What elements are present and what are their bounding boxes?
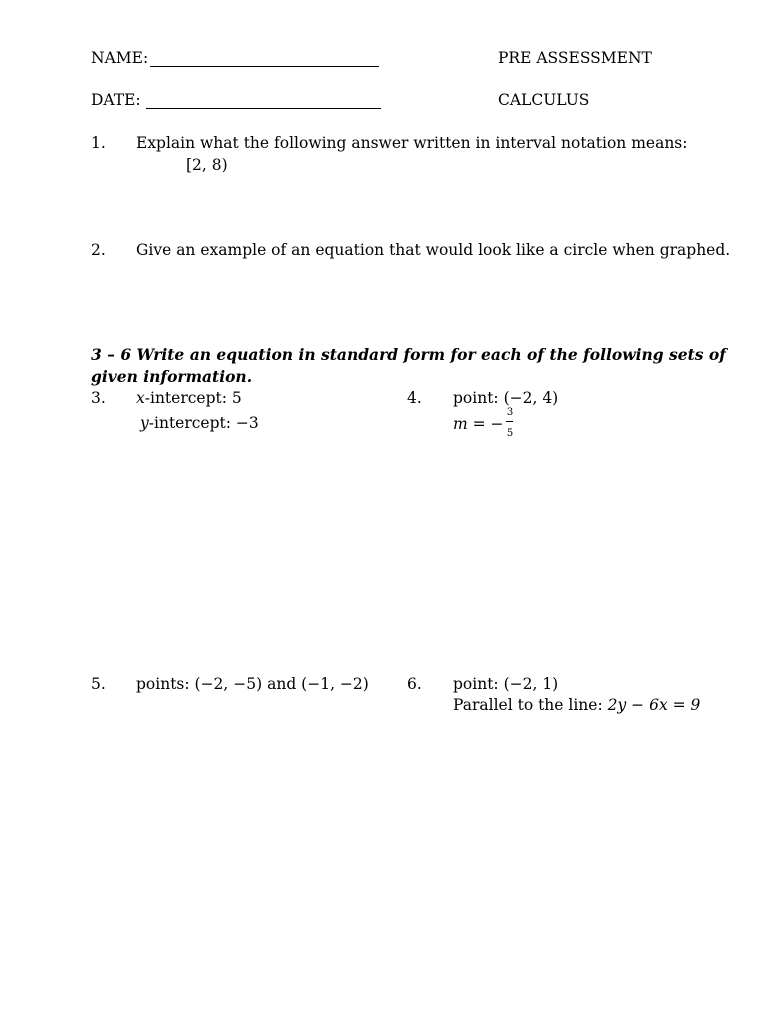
q3-number: 3.: [91, 389, 106, 407]
date-blank-line[interactable]: [146, 108, 381, 109]
q3-y-text: -intercept: −3: [148, 414, 259, 432]
q1-number: 1.: [91, 134, 106, 152]
section-heading-line2: given information.: [91, 367, 253, 386]
assessment-title: PRE ASSESSMENT: [498, 49, 652, 67]
q6-number: 6.: [407, 675, 422, 693]
name-blank-line[interactable]: [150, 66, 379, 67]
subject-title: CALCULUS: [498, 91, 590, 109]
q4-number: 4.: [407, 389, 422, 407]
q3-x-text: -intercept: 5: [144, 389, 242, 407]
q3-x-intercept: [136, 388, 242, 408]
section-heading-line1: 3 – 6 Write an equation in standard form for each of the following sets of: [91, 345, 726, 364]
name-label: NAME:: [91, 49, 149, 67]
q4-point: point: (−2, 4): [453, 389, 559, 407]
q3-x-var: x: [136, 389, 145, 407]
q3-y-intercept: [140, 413, 259, 433]
q3-y-var: y: [140, 414, 149, 432]
q6-point: point: (−2, 1): [453, 675, 559, 693]
q4-slope: m = −: [453, 415, 504, 433]
date-label: DATE:: [91, 91, 141, 109]
q2-text: Give an example of an equation that would look like a circle when graphed.: [136, 241, 731, 259]
q1-interval: [2, 8): [186, 156, 228, 174]
q6-parallel: [453, 695, 700, 715]
q1-text: Explain what the following answer written in interval notation means:: [136, 134, 688, 152]
q2-number: 2.: [91, 241, 106, 259]
q5-text: points: (−2, −5) and (−1, −2): [136, 675, 369, 693]
q5-number: 5.: [91, 675, 106, 693]
q6-parallel-label: Parallel to the line:: [453, 696, 608, 714]
q4-frac-bar: [506, 421, 513, 422]
q6-equation: 2y − 6x = 9: [607, 696, 701, 714]
q4-frac-numerator: 3: [506, 407, 514, 418]
q4-frac-denominator: 5: [506, 428, 514, 439]
